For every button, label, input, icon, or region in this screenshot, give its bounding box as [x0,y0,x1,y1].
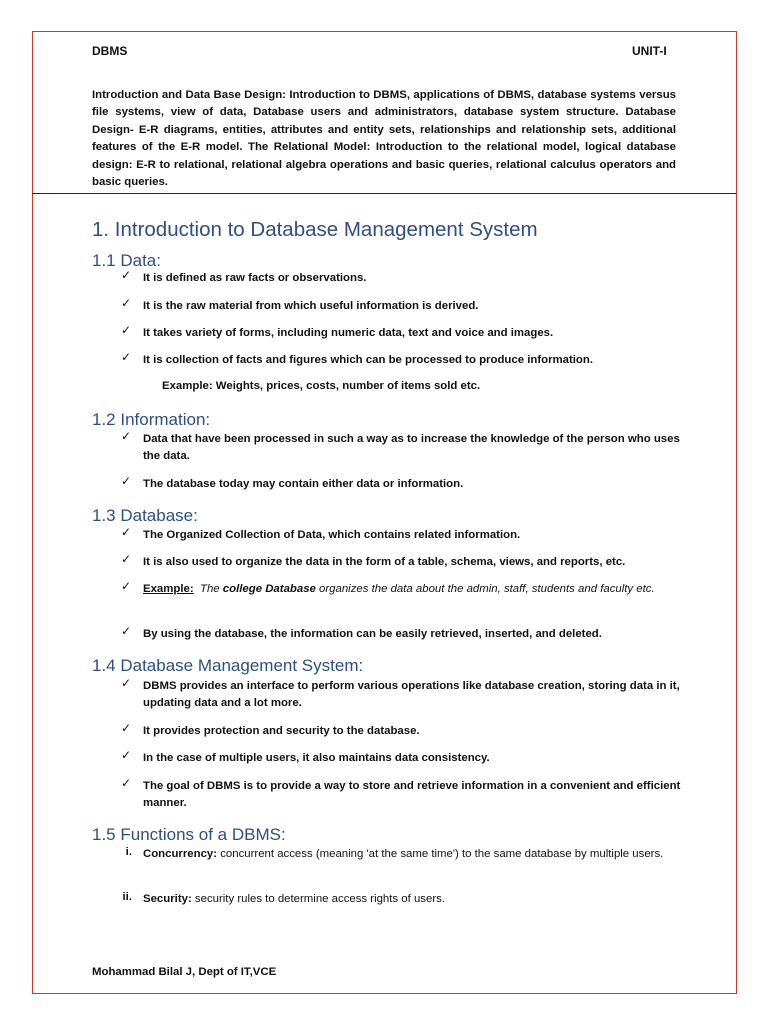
function-label: Security: [143,893,192,905]
list-item: It is also used to organize the data in the form of a table, schema, views, and reports, etc. [143,556,626,568]
header-divider [32,193,736,194]
page-title: 1. Introduction to Database Management System [92,218,538,241]
section-heading-information: 1.2 Information: [92,410,211,429]
check-icon: ✓ [121,429,132,443]
check-icon: ✓ [121,579,132,593]
list-item: It is the raw material from which useful information is derived. [143,300,479,312]
function-text: concurrent access (meaning 'at the same time') to the same database by multiple users. [217,848,664,860]
example-em: college Database [222,583,316,595]
syllabus-paragraph: Introduction and Data Base Design: Introduction to DBMS, applications of DBMS, database systems versus file systems, view of data, Database users and administrators, database system structure. Database Design- E-R diagrams, entities, attributes and entity sets, relationships and relationship sets, additional features of the E-R model. The Relational Model: Introduction to the relational model, logical database design: E-R to relational, relational algebra operations and basic queries, relational calculus operators and basic queries. [92,89,676,189]
list-item: The goal of DBMS is to provide a way to store and retrieve information in a convenient and efficient manner. [143,780,681,809]
check-icon: ✓ [121,624,132,638]
check-icon: ✓ [121,721,132,735]
list-item: By using the database, the information can be easily retrieved, inserted, and deleted. [143,628,602,640]
list-item: In the case of multiple users, it also maintains data consistency. [143,752,490,764]
check-icon: ✓ [121,474,132,488]
example-text: Example: Weights, prices, costs, number of items sold etc. [162,380,481,392]
example-pre: The [200,583,223,595]
list-item: It takes variety of forms, including numeric data, text and voice and images. [143,327,554,339]
check-icon: ✓ [121,676,132,690]
check-icon: ✓ [121,350,132,364]
roman-numeral: ii. [122,891,132,903]
function-label: Concurrency: [143,848,218,860]
check-icon: ✓ [121,748,132,762]
list-item: The Organized Collection of Data, which contains related information. [143,529,521,541]
list-item: The database today may contain either data or information. [143,478,464,490]
header-subject: DBMS [92,44,128,58]
list-item: It is collection of facts and figures which can be processed to produce information. [143,354,594,366]
header-unit: UNIT-I [632,44,667,58]
check-icon: ✓ [121,525,132,539]
list-item: DBMS provides an interface to perform various operations like database creation, storing data in it, updating data and a lot more. [143,680,680,709]
footer-author: Mohammad Bilal J, Dept of IT,VCE [92,966,277,978]
check-icon: ✓ [121,776,132,790]
check-icon: ✓ [121,296,132,310]
roman-numeral: i. [125,846,132,858]
check-icon: ✓ [121,552,132,566]
check-icon: ✓ [121,268,132,282]
section-heading-database: 1.3 Database: [92,506,198,525]
list-item: It provides protection and security to the database. [143,725,420,737]
section-heading-data: 1.1 Data: [92,251,161,270]
section-heading-functions: 1.5 Functions of a DBMS: [92,825,286,844]
example-item [143,581,683,598]
list-item [143,846,683,863]
section-heading-dbms: 1.4 Database Management System: [92,656,364,675]
list-item: It is defined as raw facts or observations. [143,272,367,284]
function-text: security rules to determine access rights of users. [191,893,445,905]
list-item [143,891,683,908]
example-label: Example: [143,583,194,595]
check-icon: ✓ [121,323,132,337]
list-item: Data that have been processed in such a way as to increase the knowledge of the person who uses the data. [143,433,680,462]
example-post: organizes the data about the admin, staff, students and faculty etc. [315,583,655,595]
